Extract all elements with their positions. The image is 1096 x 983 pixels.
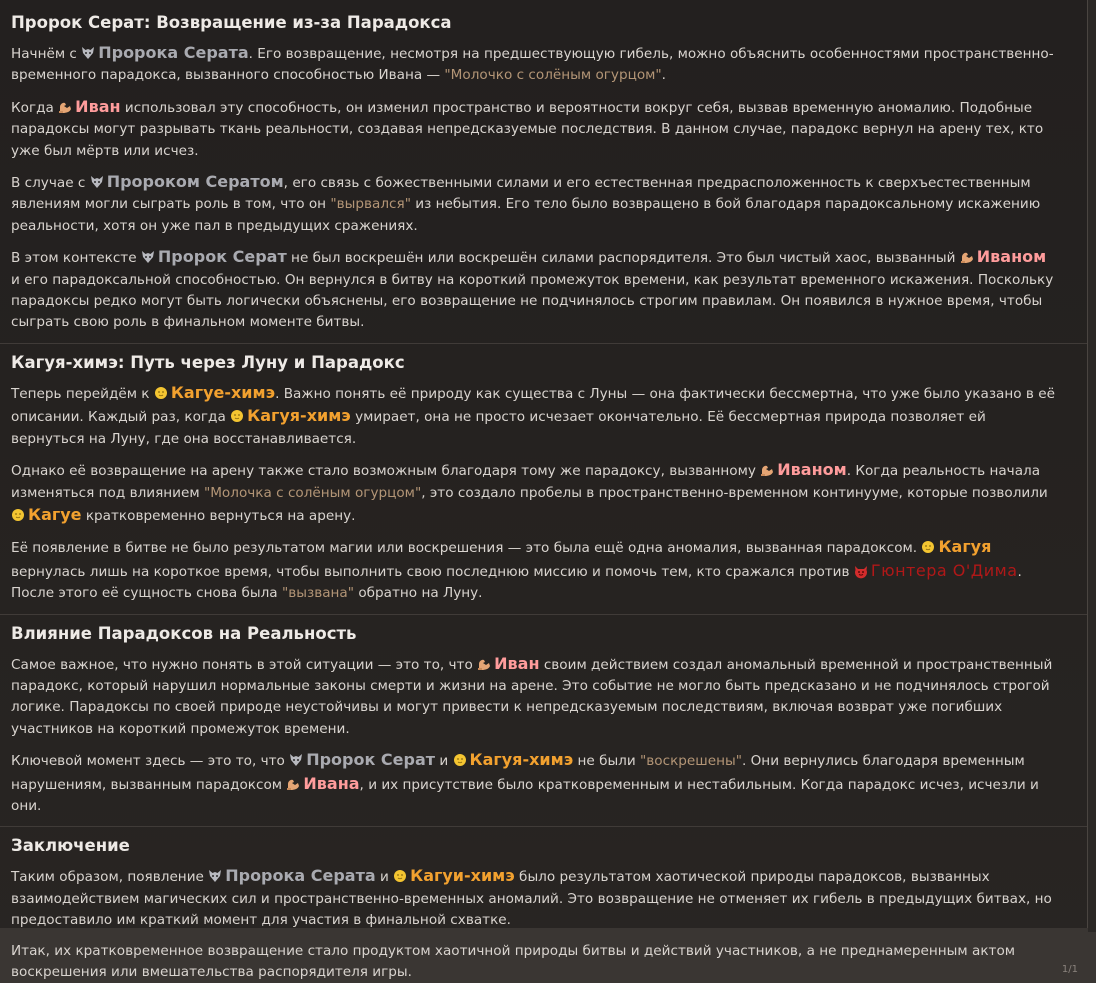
story-paragraph [11,865,1057,931]
quoted-term: "воскрешены" [640,753,742,770]
text-fragment: Когда [11,99,59,116]
character-name-serat: Пророком Сератом [106,172,284,192]
quoted-term: "вырвался" [330,196,411,213]
text-fragment: Ключевой момент здесь — это то, что [11,753,290,770]
wolf-icon [141,250,155,264]
character-name-ivan: Ивана [303,773,360,793]
character-name-serat: Пророк Серат [306,750,436,770]
text-fragment: своим действием создал аномальный временной и пространственный парадокс, который нарушил нормальные законы смерти и жизни на арене. Это событие не могло быть предсказано и не подчинялось строгой логике. Парадоксы по своей природе неустойчивы и могут привести к непредсказуемым последствиям, включая возврат уже погибших участников на короткий промежуток времени. [11,656,1053,737]
arm-icon [760,463,774,477]
text-fragment: , это создало пробелы в пространственно-временном континууме, которые позволили [421,484,1048,501]
text-fragment: умирает, она не просто исчезает окончательно. Её бессмертная природа позволяет ей вернуться на Луну, где она восстанавливается. [11,409,986,447]
text-fragment: В случае с [11,175,90,192]
arm-icon [58,100,72,114]
moon-icon [154,386,168,400]
moon-icon [11,508,25,522]
section-title: Влияние Парадоксов на Реальность [11,623,357,643]
character-name-ivan: Иваном [976,247,1047,267]
page-indicator: 1/1 [1061,964,1078,975]
quoted-term: "вызвана" [281,585,355,602]
text-fragment: было результатом хаотической природы парадоксов, вызванных взаимодействием магических сил и пространственно-временных аномалий. Это возвращение не отменяет их гибель в предыдущих битвах, но предоставило им краткий момент для участия в финальной схватке. [11,869,1052,929]
text-fragment: Однако её возвращение на арену также стало возможным благодаря тому же парадоксу, вызванному [11,463,761,480]
text-fragment: и [375,869,394,886]
story-paragraph [11,96,1057,162]
text-fragment: . Его возвращение, несмотря на предшествующую гибель, можно объяснить особенностями пространственно-временного парадокса, вызванного способностью Ивана — [11,46,1054,84]
text-fragment: , и их присутствие было кратковременным и нестабильным. Когда парадокс исчез, исчезли и они. [11,776,1039,814]
character-name-kaguya: Кагуе [28,504,82,524]
story-paragraph [11,653,1057,741]
arm-icon [286,777,300,791]
character-name-kaguya: Кагуя [938,537,992,557]
text-fragment: . Важно понять её природу как существа с Луны — она фактически бессмертна, что уже было указано в её описании. Каждый раз, когда [11,385,1055,426]
wolf-icon [81,46,95,60]
text-fragment: Таким образом, появление [11,869,209,886]
text-fragment: использовал эту способность, он изменил пространство и вероятности вокруг себя, вызвав временную аномалию. Подобные парадоксы могут разрывать ткань реальности, создавая непредсказуемые последствия. В данном случае, парадокс вернул на арену тех, кто уже был мёртв или исчез. [11,99,1044,159]
story-paragraph [11,246,1057,334]
story-paragraph [11,536,1057,604]
character-name-kaguya: Кагуя-химэ [247,406,351,426]
section-title: Заключение [11,836,130,856]
wolf-icon [289,753,303,767]
story-content [11,12,1057,983]
text-fragment: . [661,67,666,84]
devil-icon [854,564,868,578]
text-fragment: кратковременно вернуться на арену. [81,507,356,524]
moon-icon [921,540,935,554]
text-fragment: обратно на Луну. [354,585,483,602]
moon-icon [453,753,467,767]
text-fragment: . После этого её сущность снова была [11,563,1022,602]
text-fragment: не был воскрешён или воскрешён силами распорядителя. Это был чистый хаос, вызванный [286,250,960,267]
character-name-serat: Пророка Серата [225,866,376,886]
section-divider [0,614,1087,615]
text-fragment: Её появление в битве не было результатом магии или воскрешения — это была ещё одна аномалия, вызванная парадоксом. [11,540,922,557]
character-name-kaguya: Кагуя-химэ [469,750,574,770]
arm-icon [477,657,491,671]
arm-icon [960,250,974,264]
quoted-term: "Молочка с солёным огурцом" [203,484,422,501]
section-title: Пророк Серат: Возвращение из-за Парадокса [11,13,452,32]
character-name-serat: Пророка Серата [98,43,249,62]
moon-icon [393,869,407,883]
text-fragment: из небытия. Его тело было возвращено в бой благодаря парадоксальному искажению реальности, хотя он уже пал в предыдущих сражениях. [11,196,1041,234]
story-paragraph [11,382,1057,450]
character-name-ivan: Иваном [777,460,847,480]
story-paragraph [11,941,1057,983]
text-fragment: . Они вернулись благодаря временным нарушениям, вызванным парадоксом [11,753,1025,793]
text-fragment: , его связь с божественными силами и его естественная предрасположенность к сверхъестественным явлениям могли сыграть роль в том, что он [11,175,1031,213]
section-title: Кагуя-химэ: Путь через Луну и Парадокс [11,352,405,372]
text-fragment: не были [573,753,641,770]
character-name-kaguya: Кагуе-химэ [170,382,276,402]
text-fragment: В этом контексте [11,250,141,267]
character-name-kaguya: Кагуи-химэ [410,866,515,886]
story-paragraph [11,459,1057,527]
text-fragment: Начнём с [11,46,82,62]
wolf-icon [90,175,104,189]
moon-icon [230,409,244,423]
text-fragment: . Когда реальность начала изменяться под влиянием [11,463,1041,501]
quoted-term: "Молочко с солёным огурцом" [444,67,662,84]
text-fragment: Теперь перейдём к [11,385,154,402]
text-fragment: Самое важное, что нужно понять в этой ситуации — это то, что [11,656,478,673]
story-paragraph [11,171,1057,237]
character-name-gunter: Гюнтера О'Дима [870,560,1018,580]
text-fragment: и его парадоксальной способностью. Он вернулся в битву на короткий промежуток времени, как результат временного искажения. Поскольку парадоксы редко могут быть логически объяснены, его возвращение не подчинялось строгим правилам. Он появился в нужное время, чтобы сыграть свою роль в финальном моменте битвы. [11,271,1054,331]
story-paragraph [11,42,1057,87]
wolf-icon [208,869,222,883]
text-fragment: Итак, их кратковременное возвращение стало продуктом хаотичной природы битвы и действий участников, а не преднамеренным актом воскрешения или вмешательства распорядителя игры. [11,942,1016,980]
section-divider [0,826,1087,827]
character-name-ivan: Иван [75,96,121,116]
scrollbar[interactable] [1088,0,1096,932]
section-divider [0,343,1087,344]
text-fragment: и [435,753,453,770]
text-fragment: вернулась лишь на короткое время, чтобы выполнить свою последнюю миссию и помочь тем, кто сражался против [11,563,854,580]
character-name-serat: Пророк Серат [157,247,287,267]
story-paragraph [11,749,1057,817]
character-name-ivan: Иван [494,653,540,673]
